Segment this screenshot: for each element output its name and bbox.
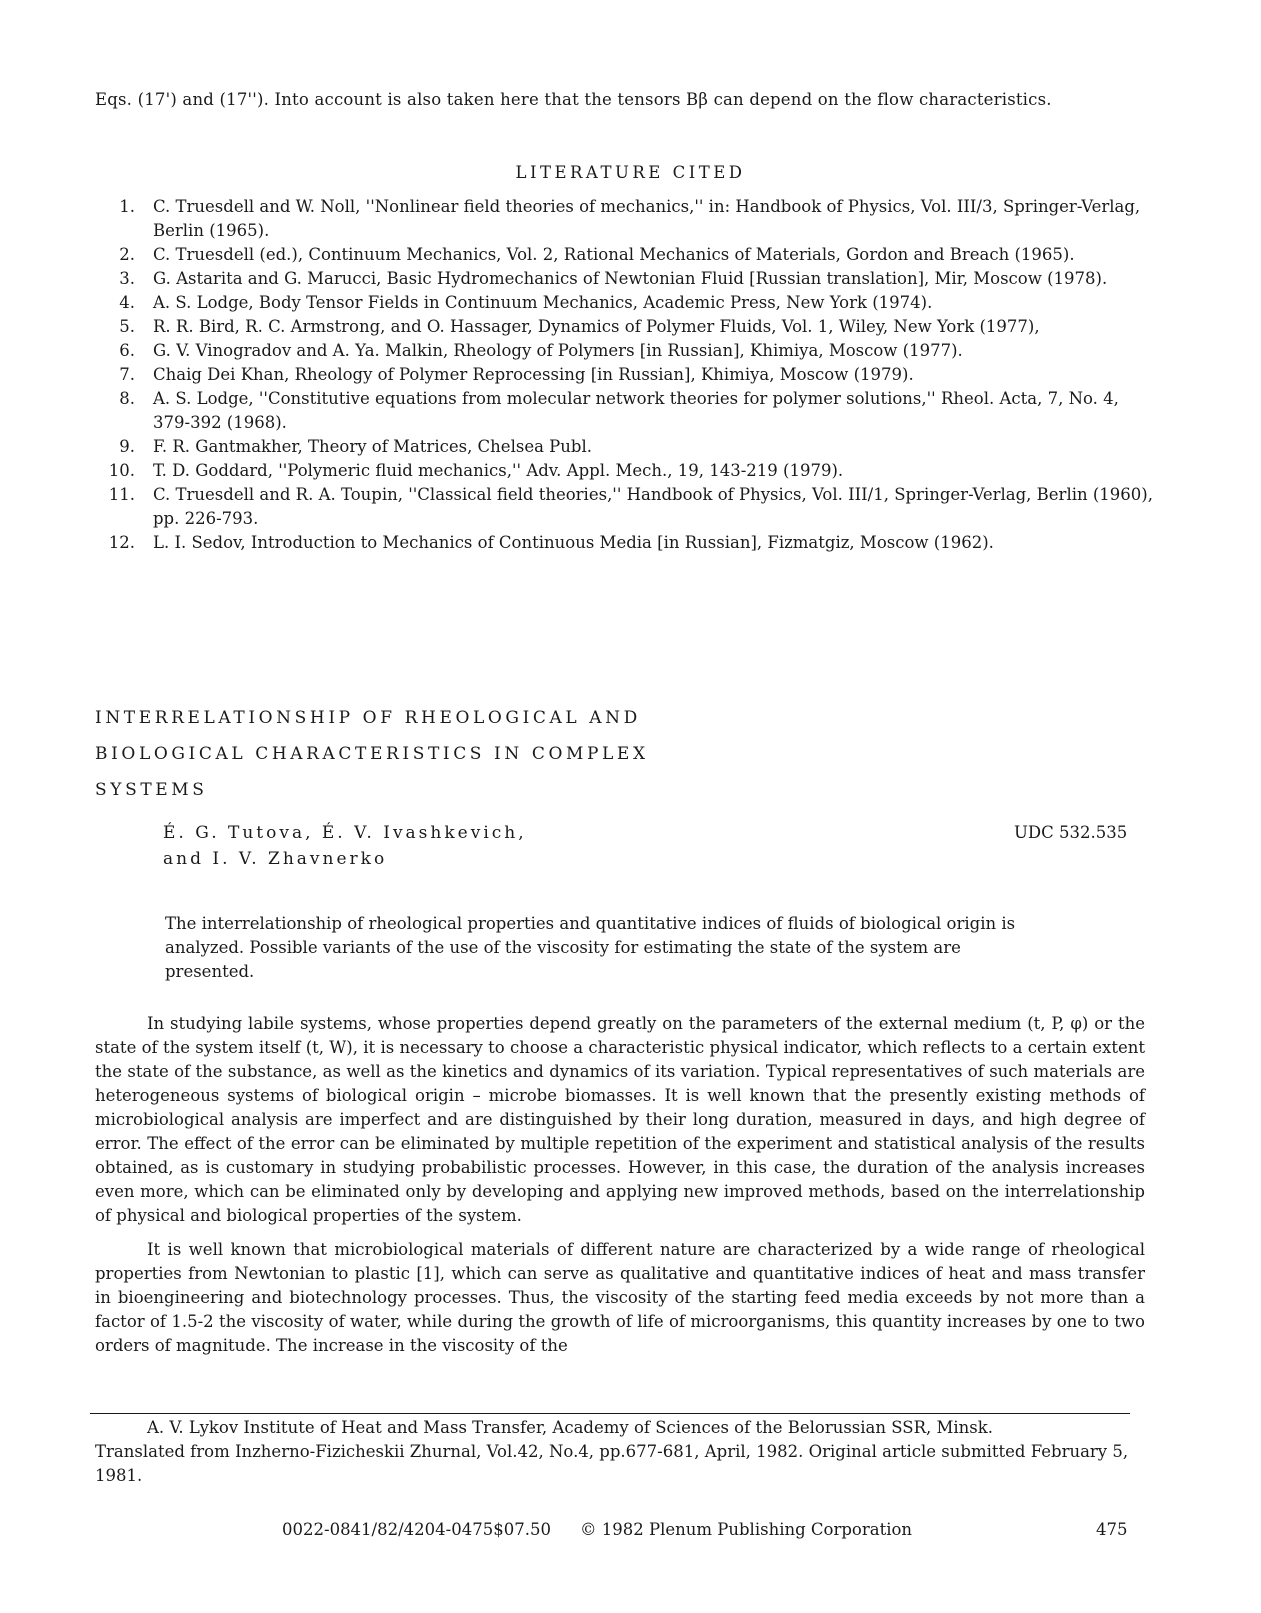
reference-number: 9. [119, 437, 135, 456]
reference-text: L. I. Sedov, Introduction to Mechanics of Continuous Media [in Russian], Fizmatgiz, Moscow (1962). [153, 533, 994, 552]
page-number: 475 [1096, 1520, 1128, 1539]
reference-item [95, 243, 1155, 267]
reference-text: Chaig Dei Khan, Rheology of Polymer Reprocessing [in Russian], Khimiya, Moscow (1979). [153, 365, 914, 384]
reference-number: 4. [119, 293, 135, 312]
reference-number: 8. [119, 389, 135, 408]
reference-text: G. V. Vinogradov and A. Ya. Malkin, Rheology of Polymers [in Russian], Khimiya, Moscow (1977). [153, 341, 963, 360]
reference-number: 2. [119, 245, 135, 264]
intro-paragraph: Eqs. (17') and (17''). Into account is also taken here that the tensors Bβ can depend on the flow characteristics. [95, 90, 1052, 109]
reference-text: A. S. Lodge, ''Constitutive equations from molecular network theories for polymer solutions,'' Rheol. Acta, 7, No. 4, 379-392 (1968). [153, 389, 1119, 432]
reference-text: F. R. Gantmakher, Theory of Matrices, Chelsea Publ. [153, 437, 592, 456]
reference-item [95, 363, 1155, 387]
body-paragraph: It is well known that microbiological materials of different nature are characterized by a wide range of rheological properties from Newtonian to plastic [1], which can serve as qualitative and quantitative indices of heat and mass transfer in bioengineering and biotechnology processes. Thus, the viscosity of the starting feed media exceeds by not more than a factor of 1.5-2 the viscosity of water, while during the growth of life of microorganisms, this quantity increases by one to two orders of magnitude. The increase in the viscosity of the [95, 1240, 1145, 1355]
reference-text: G. Astarita and G. Marucci, Basic Hydromechanics of Newtonian Fluid [Russian translation], Mir, Moscow (1978). [153, 269, 1108, 288]
reference-text: C. Truesdell and R. A. Toupin, ''Classical field theories,'' Handbook of Physics, Vol. III/1, Springer-Verlag, Berlin (1960), pp. 226-793. [153, 485, 1153, 528]
literature-cited-heading: LITERATURE CITED [515, 163, 746, 182]
reference-number: 5. [119, 317, 135, 336]
reference-item [95, 315, 1155, 339]
body-paragraph: In studying labile systems, whose properties depend greatly on the parameters of the external medium (t, P, φ) or the state of the system itself (t, W), it is necessary to choose a characteristic physical indicator, which reflects to a certain extent the state of the substance, as well as the kinetics and dynamics of its variation. Typical representatives of such materials are heterogeneous systems of biological origin – microbe biomasses. It is well known that the presently existing methods of microbiological analysis are imperfect and are distinguished by their long duration, measured in days, and high degree of error. The effect of the error can be eliminated by multiple repetition of the experiment and statistical analysis of the results obtained, as is customary in studying probabilistic processes. However, in this case, the duration of the analysis increases even more, which can be eliminated only by developing and applying new improved methods, based on the interrelationship of physical and biological properties of the system. [95, 1014, 1145, 1225]
article-title-line: INTERRELATIONSHIP OF RHEOLOGICAL AND [95, 708, 641, 728]
reference-item [95, 387, 1155, 435]
reference-number: 12. [108, 533, 135, 552]
authors [163, 820, 527, 872]
article-title-line: SYSTEMS [95, 780, 208, 800]
reference-text: T. D. Goddard, ''Polymeric fluid mechanics,'' Adv. Appl. Mech., 19, 143-219 (1979). [153, 461, 844, 480]
footnote-affiliation: A. V. Lykov Institute of Heat and Mass Transfer, Academy of Sciences of the Belorussian SSR, Minsk. [147, 1418, 994, 1437]
reference-item [95, 267, 1155, 291]
reference-list [95, 195, 1155, 555]
reference-text: C. Truesdell (ed.), Continuum Mechanics, Vol. 2, Rational Mechanics of Materials, Gordon and Breach (1965). [153, 245, 1075, 264]
reference-item [95, 459, 1155, 483]
reference-item [95, 291, 1155, 315]
footnote-translation: Translated from Inzherno-Fizicheskii Zhurnal, Vol.42, No.4, pp.677-681, April, 1982. Original article submitted February 5, 1981. [95, 1442, 1129, 1485]
article-body [95, 1012, 1145, 1368]
reference-item [95, 483, 1155, 531]
reference-number: 7. [119, 365, 135, 384]
reference-text: C. Truesdell and W. Noll, ''Nonlinear field theories of mechanics,'' in: Handbook of Physics, Vol. III/3, Springer-Verlag, Berlin (1965). [153, 197, 1141, 240]
authors-line: and I. V. Zhavnerko [163, 849, 388, 869]
reference-item [95, 435, 1155, 459]
reference-number: 11. [108, 485, 135, 504]
footer-copyright: © 1982 Plenum Publishing Corporation [580, 1520, 913, 1539]
footer-code: 0022-0841/82/4204-0475$07.50 [282, 1520, 551, 1539]
reference-text: R. R. Bird, R. C. Armstrong, and O. Hassager, Dynamics of Polymer Fluids, Vol. 1, Wiley, New York (1977), [153, 317, 1040, 336]
article-title-line: BIOLOGICAL CHARACTERISTICS IN COMPLEX [95, 744, 649, 764]
reference-item [95, 339, 1155, 363]
reference-item [95, 195, 1155, 243]
udc-code: UDC 532.535 [1014, 823, 1128, 842]
reference-number: 3. [119, 269, 135, 288]
abstract: The interrelationship of rheological properties and quantitative indices of fluids of biological origin is analyzed. Possible variants of the use of the viscosity for estimating the state of the system are presented. [165, 914, 1016, 981]
reference-number: 1. [119, 197, 135, 216]
article-title [95, 700, 795, 808]
authors-line: É. G. Tutova, É. V. Ivashkevich, [163, 823, 527, 843]
reference-number: 6. [119, 341, 135, 360]
reference-text: A. S. Lodge, Body Tensor Fields in Continuum Mechanics, Academic Press, New York (1974). [153, 293, 933, 312]
footnote [95, 1416, 1145, 1488]
reference-number: 10. [108, 461, 135, 480]
reference-item [95, 531, 1155, 555]
footnote-rule [90, 1413, 1130, 1414]
